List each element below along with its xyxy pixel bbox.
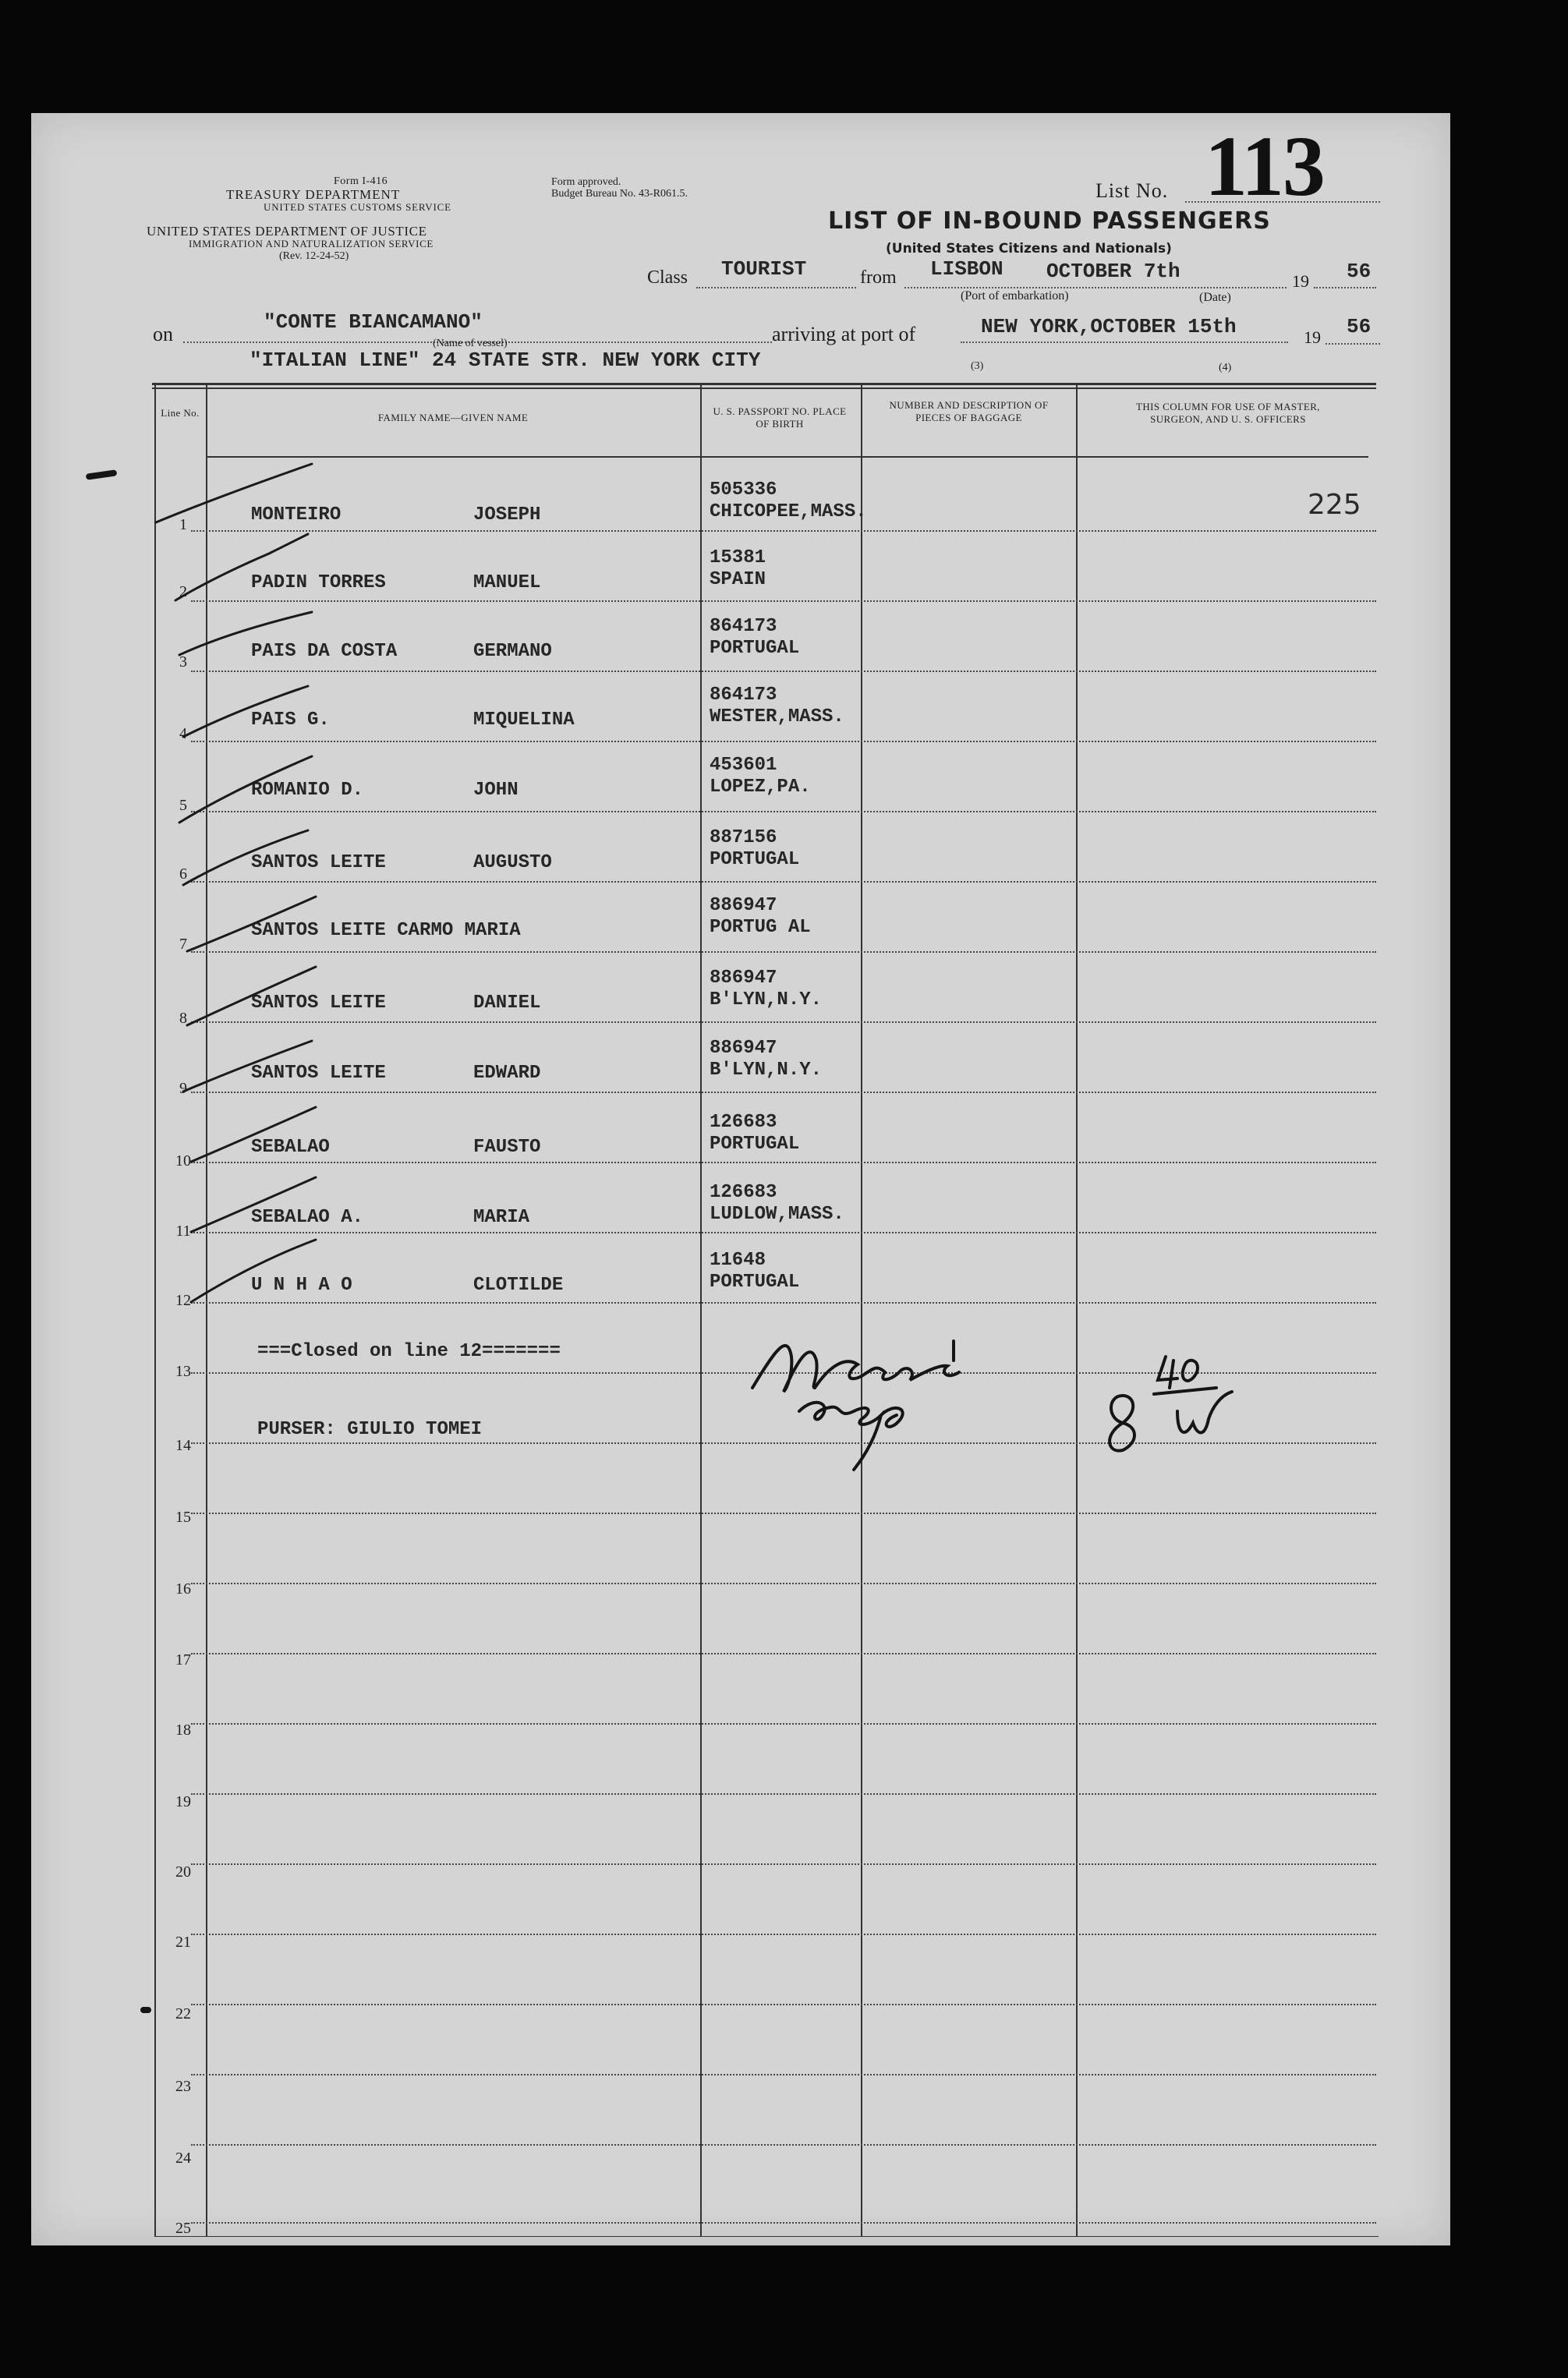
customs-service: UNITED STATES CUSTOMS SERVICE [264, 201, 451, 213]
line-number: 2 [179, 583, 187, 600]
passport-number: 887156 [710, 827, 777, 848]
given-name: EDWARD [473, 1063, 541, 1084]
place-of-birth: B'LYN,N.Y. [710, 989, 823, 1010]
place-of-birth: WESTER,MASS. [710, 706, 844, 727]
col-header-passport: U. S. PASSPORT NO. PLACE OF BIRTH [713, 405, 847, 430]
treasury-department: TREASURY DEPARTMENT [226, 187, 401, 202]
line-number: 4 [179, 725, 187, 742]
arriving-label: arriving at port of [772, 323, 916, 345]
line-number: 21 [175, 1934, 191, 1951]
given-name: JOHN [473, 780, 519, 801]
form-number: Form I-416 [334, 175, 388, 187]
col-header-name: FAMILY NAME—GIVEN NAME [377, 412, 529, 423]
closed-on-line-note: ===Closed on line 12======= [257, 1341, 561, 1362]
check-marks [152, 460, 355, 1333]
given-name: MARIA [473, 1207, 530, 1228]
given-name: JOSEPH [473, 504, 541, 525]
passport-number: 126683 [710, 1182, 777, 1203]
passport-number: 15381 [710, 547, 766, 568]
arrival-port-date: NEW YORK,OCTOBER 15th [981, 315, 1237, 338]
passport-number: 505336 [710, 479, 777, 501]
family-name: SANTOS LEITE [251, 993, 386, 1014]
given-name: MANUEL [473, 572, 541, 593]
family-name: SEBALAO [251, 1137, 330, 1158]
passport-number: 453601 [710, 755, 777, 776]
family-name: PAIS G. [251, 710, 330, 731]
place-of-birth: CHICOPEE,MASS. [710, 501, 867, 522]
passport-number: 864173 [710, 616, 777, 637]
revision-date: (Rev. 12-24-52) [279, 250, 349, 262]
given-name: MIQUELINA [473, 710, 575, 731]
from-port: LISBON [930, 257, 1003, 281]
place-of-birth: LUDLOW,MASS. [710, 1204, 844, 1225]
line-number: 23 [175, 2078, 191, 2095]
document-title: LIST OF IN-BOUND PASSENGERS [828, 207, 1271, 235]
passport-number: 11648 [710, 1250, 766, 1271]
col-header-baggage: NUMBER AND DESCRIPTION OF PIECES OF BAGGAGE [889, 399, 1049, 423]
line-number: 12 [175, 1292, 191, 1309]
family-name: MONTEIRO [251, 504, 342, 525]
family-name: U N H A O [251, 1275, 352, 1296]
year-prefix-2: 19 [1304, 327, 1321, 347]
line-number: 5 [179, 797, 187, 814]
vessel-name: "CONTE BIANCAMANO" [264, 310, 483, 334]
place-of-birth: SPAIN [710, 569, 766, 590]
passport-number: 886947 [710, 968, 777, 989]
family-name: PAIS DA COSTA [251, 641, 398, 662]
given-name: CLOTILDE [473, 1275, 564, 1296]
vessel-caption: (Name of vessel) [433, 338, 508, 349]
year-2: 56 [1347, 315, 1372, 338]
col3-caption: (3) [971, 360, 984, 372]
passport-number: 886947 [710, 1038, 777, 1059]
line-number: 24 [175, 2150, 191, 2167]
family-name: SANTOS LEITE [251, 852, 386, 873]
year-prefix-1: 19 [1292, 271, 1309, 291]
place-of-birth: LOPEZ,PA. [710, 777, 811, 798]
line-number: 17 [175, 1651, 191, 1668]
line-number: 10 [175, 1152, 191, 1170]
line-owner-address: "ITALIAN LINE" 24 STATE STR. NEW YORK CITY [250, 349, 761, 372]
line-number: 1 [179, 516, 187, 533]
passport-number: 126683 [710, 1112, 777, 1133]
ins-service: IMMIGRATION AND NATURALIZATION SERVICE [189, 238, 434, 249]
officer-note: 225 [1308, 489, 1361, 521]
line-number: 7 [179, 936, 187, 953]
given-name: GERMANO [473, 641, 552, 662]
given-name: AUGUSTO [473, 852, 552, 873]
line-number: 8 [179, 1010, 187, 1027]
class-value: TOURIST [721, 257, 807, 281]
family-name: SANTOS LEITE CARMO MARIA [251, 920, 521, 941]
given-name: DANIEL [473, 993, 541, 1014]
line-number: 18 [175, 1722, 191, 1739]
from-date: OCTOBER 7th [1046, 260, 1180, 283]
handwritten-signature [745, 1318, 1010, 1474]
year-1: 56 [1347, 260, 1372, 283]
list-number-label: List No. [1095, 179, 1169, 202]
line-number: 13 [175, 1363, 191, 1380]
line-number: 11 [175, 1223, 191, 1240]
on-label: on [153, 323, 173, 345]
line-number: 19 [175, 1793, 191, 1810]
place-of-birth: PORTUG AL [710, 917, 811, 938]
list-number: 113 [1205, 119, 1324, 214]
place-of-birth: B'LYN,N.Y. [710, 1060, 823, 1081]
col4-caption: (4) [1219, 362, 1232, 373]
passport-number: 864173 [710, 685, 777, 706]
line-number: 6 [179, 865, 187, 883]
port-caption: (Port of embarkation) [961, 289, 1069, 303]
place-of-birth: PORTUGAL [710, 849, 800, 870]
line-number: 22 [175, 2005, 191, 2022]
budget-bureau: Budget Bureau No. 43-R061.5. [551, 188, 688, 200]
handwritten-note [1092, 1349, 1271, 1466]
purser-name: PURSER: GIULIO TOMEI [257, 1419, 483, 1440]
given-name: FAUSTO [473, 1137, 541, 1158]
family-name: SANTOS LEITE [251, 1063, 386, 1084]
class-label: Class [647, 267, 688, 288]
col-header-line-no: Line No. [161, 407, 200, 419]
line-number: 20 [175, 1863, 191, 1881]
place-of-birth: PORTUGAL [710, 1272, 800, 1293]
line-number: 9 [179, 1080, 187, 1097]
family-name: PADIN TORRES [251, 572, 386, 593]
family-name: ROMANIO D. [251, 780, 364, 801]
place-of-birth: PORTUGAL [710, 638, 800, 659]
col-header-officers: THIS COLUMN FOR USE OF MASTER, SURGEON, AND U. S. OFFICERS [1136, 401, 1320, 425]
from-label: from [860, 267, 897, 288]
department-of-justice: UNITED STATES DEPARTMENT OF JUSTICE [147, 224, 427, 239]
line-number: 14 [175, 1437, 191, 1454]
passport-number: 886947 [710, 895, 777, 916]
form-approved: Form approved. [551, 176, 621, 188]
line-number: 16 [175, 1580, 191, 1598]
family-name: SEBALAO A. [251, 1207, 364, 1228]
date-caption: (Date) [1199, 291, 1231, 304]
line-number: 25 [175, 2220, 191, 2237]
line-number: 3 [179, 653, 187, 671]
document-subtitle: (United States Citizens and Nationals) [886, 241, 1172, 257]
scan-mark [140, 2007, 151, 2013]
place-of-birth: PORTUGAL [710, 1134, 800, 1155]
line-number: 15 [175, 1509, 191, 1526]
